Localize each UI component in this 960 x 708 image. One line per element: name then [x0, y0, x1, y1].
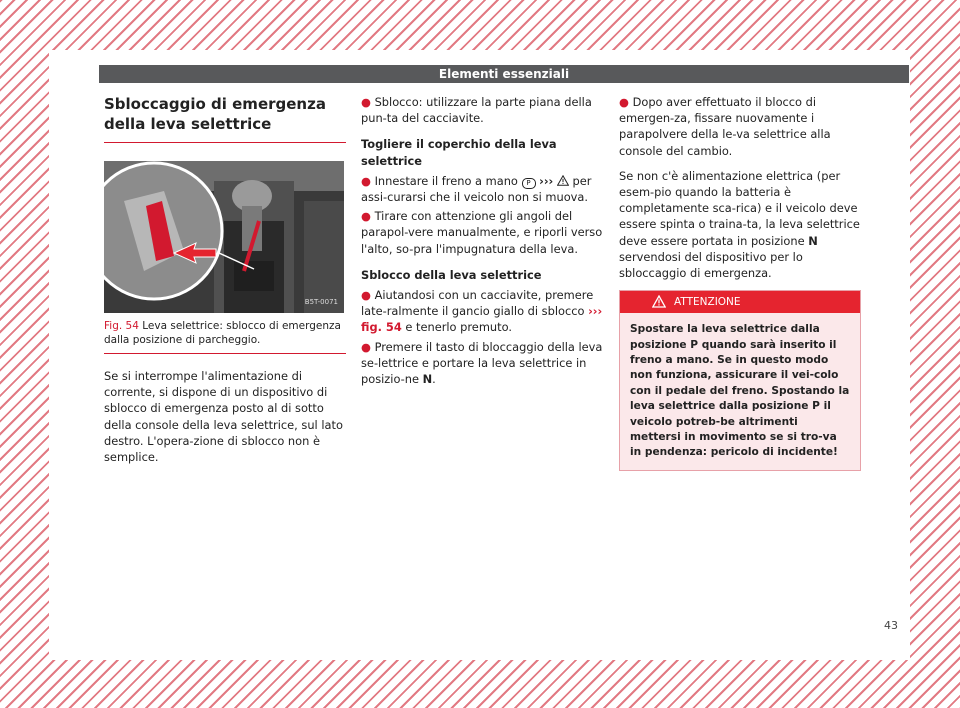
- list-item: ● Tirare con attenzione gli angoli del parapol-vere manualmente, e riporli verso l'alto, so-pra l'impugnatura della leva.: [361, 209, 603, 256]
- list-item: ● Premere il tasto di bloccaggio della leva se-lettrice e portare la leva selettrice in posizio-ne N.: [361, 339, 603, 387]
- bullet-icon: ●: [361, 339, 371, 354]
- warning-text: Spostare la leva selettrice dalla posizione P quando sarà inserito il freno a mano. Se in questo modo non funziona, assicurare il vei-colo con il pedale del freno. Spostando la leva selettrice dalla posizione P il veicolo potreb-be altrimenti mettersi in movimento se si tro-va in pendenza: pericolo di incidente!: [630, 323, 850, 459]
- section-title: Elementi essenziali: [438, 67, 570, 81]
- warning-box: [619, 290, 861, 471]
- gear-selector-illustration: [104, 161, 344, 313]
- bullet-icon: ●: [361, 173, 371, 188]
- column-middle: [361, 94, 603, 390]
- bullet-icon: ●: [361, 209, 371, 224]
- page-title: Sbloccaggio di emergenza della leva selettrice: [104, 94, 346, 143]
- warning-title: ATTENZIONE: [674, 296, 741, 309]
- warning-triangle-icon: [652, 295, 666, 308]
- figure-gear-selector: [104, 161, 344, 313]
- bullet-icon: ●: [619, 95, 629, 109]
- column-right: [619, 94, 861, 471]
- bullet-icon: ●: [361, 288, 371, 303]
- list-item: ● Dopo aver effettuato il blocco di emergen-za, fissare nuovamente i parapolvere della le-va selettrice alla console del cambio.: [619, 95, 831, 158]
- subheading-release: Sblocco della leva selettrice: [361, 267, 542, 282]
- list-item: ● Sblocco: utilizzare la parte piana della pun-ta del cacciavite.: [361, 95, 592, 126]
- parking-brake-icon: P: [522, 178, 536, 189]
- warning-triangle-icon: [557, 175, 569, 186]
- figure-caption: [104, 319, 346, 354]
- warning-header: [620, 291, 860, 313]
- figure-reference-link[interactable]: ››› fig. 54: [361, 304, 603, 335]
- subheading-cover: Togliere il coperchio della leva selettrice: [361, 137, 557, 168]
- column-left: [104, 94, 346, 474]
- caption-text: Leva selettrice: sblocco di emergenza dalla posizione di parcheggio.: [104, 320, 341, 346]
- section-header: [99, 65, 909, 83]
- figure-label: Fig. 54: [104, 320, 139, 332]
- body-paragraph: Se non c'è alimentazione elettrica (per esem-pio quando la batteria è completamente sca-rica) e il veicolo deve essere spinta o traina-ta, la leva selettrice deve essere portata in posizione N servendosi del dispositivo per lo sbloccaggio di emergenza.: [619, 168, 860, 281]
- figure-code: B5T-0071: [304, 297, 338, 306]
- intro-paragraph: Se si interrompe l'alimentazione di corrente, si dispone di un dispositivo di sblocco di emergenza posto al di sotto della console della leva selettrice, sul lato destro. L'opera-zione di sblocco non è semplice.: [104, 369, 343, 465]
- page: [49, 50, 910, 660]
- list-item: ● Innestare il freno a mano P ››› per assi-curarsi che il veicolo non si muova.: [361, 173, 592, 205]
- reference-arrows: ›››: [539, 173, 554, 188]
- list-item: ● Aiutandosi con un cacciavite, premere late-ralmente il gancio giallo di sblocco ››› fig. 54 e tenerlo premuto.: [361, 288, 603, 335]
- page-number: 43: [884, 619, 898, 632]
- bullet-icon: ●: [361, 95, 371, 109]
